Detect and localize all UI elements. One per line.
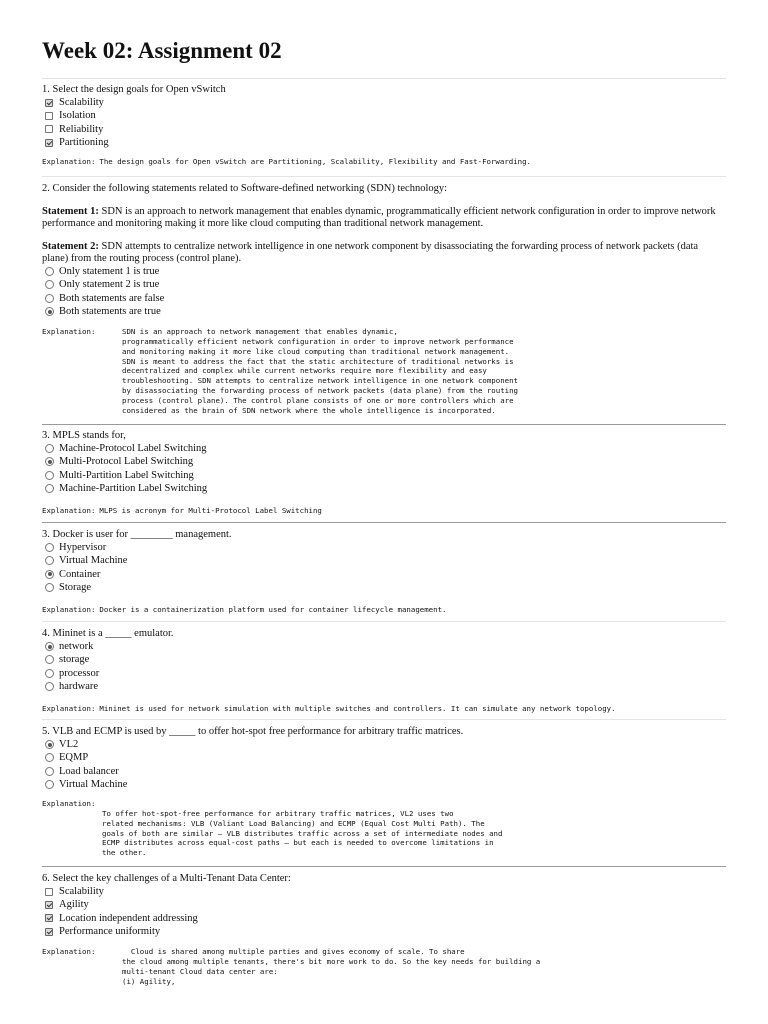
question-6: [42, 872, 726, 986]
question-4-text: 4. Mininet is a _____ emulator.: [42, 628, 174, 639]
q3b-option-1[interactable]: Hypervisor: [42, 541, 726, 554]
explanation-text: SDN is an approach to network management that enables dynamic, programmatically efficient network configuration in order to improve network performance and monitoring making it more like cloud computing than traditional network management. SDN is meant to address the fact that the static architecture of traditional networks is decentralized and complex while current networks require more flexibility and easy troubleshooting. SDN attempts to centralize network intelligence in one network component by disassociating the forwarding process of network packets (data plane) from the routing process (control plane). The control plane consists of one or more controllers which are considered as the brain of SDN network where the whole intelligence is incorporated.: [122, 327, 519, 415]
question-1-text: 1. Select the design goals for Open vSwitch: [42, 84, 226, 95]
q5-option-3[interactable]: Load balancer: [42, 765, 726, 778]
divider: [42, 719, 726, 720]
q6-option-performance-uniformity[interactable]: Performance uniformity: [42, 925, 726, 938]
q2-option-3[interactable]: Both statements are false: [42, 292, 726, 305]
question-6-explanation: [42, 947, 726, 986]
statement-1: Statement 1: SDN is an approach to network management that enables dynamic, programmatically efficient network configuration in order to improve network performance and monitoring making it more like cloud computing than traditional network management.: [42, 206, 716, 229]
explanation-label: Explanation:: [42, 799, 96, 809]
question-4: [42, 627, 726, 714]
question-1-explanation: [42, 157, 726, 167]
statement-2: Statement 2: SDN attempts to centralize network intelligence in one network component by disassociating the forwarding process of network packets (data plane) from the routing process (control plane).: [42, 241, 699, 264]
q3b-option-4[interactable]: Storage: [42, 581, 726, 594]
radio-icon[interactable]: [45, 484, 54, 493]
checkbox-icon[interactable]: [45, 125, 53, 133]
q4-option-2[interactable]: storage: [42, 653, 726, 666]
question-5-text: 5. VLB and ECMP is used by _____ to offer hot-spot free performance for arbitrary traffic matrices.: [42, 726, 464, 737]
q1-option-reliability[interactable]: Reliability: [42, 123, 726, 136]
question-2-text: 2. Consider the following statements related to Software-defined networking (SDN) technology:: [42, 183, 448, 194]
q4-option-3[interactable]: processor: [42, 667, 726, 680]
radio-icon[interactable]: [45, 753, 54, 762]
question-3-explanation: [42, 506, 726, 516]
question-5: [42, 725, 726, 858]
explanation-text: The design goals for Open vSwitch are Partitioning, Scalability, Flexibility and Fast-Forwarding.: [99, 157, 532, 167]
q3-option-2[interactable]: Multi-Protocol Label Switching: [42, 455, 726, 468]
q2-option-1[interactable]: Only statement 1 is true: [42, 265, 726, 278]
divider: [42, 866, 726, 867]
question-3-docker: [42, 528, 726, 615]
radio-icon[interactable]: [45, 767, 54, 776]
radio-icon[interactable]: [45, 655, 54, 664]
question-3-mpls: [42, 429, 726, 516]
explanation-text: To offer hot-spot-free performance for arbitrary traffic matrices, VL2 uses two related mechanisms: VLB (Valiant Load Balancing) and ECMP (Equal Cost Multi Path). The goals of both are similar — VLB distributes traffic across a set of intermediate nodes and ECMP distributes across equal-cost paths — but each is needed to overcome limitations in the other.: [102, 808, 503, 858]
q5-option-4[interactable]: Virtual Machine: [42, 778, 726, 791]
q6-option-agility[interactable]: Agility: [42, 898, 726, 911]
radio-icon[interactable]: [45, 780, 54, 789]
q3-option-1[interactable]: Machine-Protocol Label Switching: [42, 442, 726, 455]
q6-option-scalability[interactable]: Scalability: [42, 885, 726, 898]
question-1: [42, 83, 726, 167]
explanation-label: Explanation:: [42, 704, 96, 714]
checkbox-checked-icon[interactable]: [45, 99, 53, 107]
radio-icon[interactable]: [45, 444, 54, 453]
checkbox-checked-icon[interactable]: [45, 914, 53, 922]
q4-option-4[interactable]: hardware: [42, 680, 726, 693]
radio-icon[interactable]: [45, 556, 54, 565]
question-2-explanation: [42, 327, 726, 415]
divider: [42, 522, 726, 523]
question-4-explanation: [42, 704, 726, 714]
explanation-label: Explanation:: [42, 327, 96, 337]
explanation-label: Explanation:: [42, 947, 96, 957]
radio-icon[interactable]: [45, 280, 54, 289]
question-6-text: 6. Select the key challenges of a Multi-Tenant Data Center:: [42, 873, 291, 884]
divider: [42, 424, 726, 425]
checkbox-checked-icon[interactable]: [45, 901, 53, 909]
page-title: Week 02: Assignment 02: [42, 38, 282, 63]
q3b-option-2[interactable]: Virtual Machine: [42, 554, 726, 567]
q6-option-location-independent-addressing[interactable]: Location independent addressing: [42, 912, 726, 925]
radio-icon[interactable]: [45, 682, 54, 691]
explanation-text: MLPS is acronym for Multi-Protocol Label Switching: [99, 506, 322, 516]
q5-option-2[interactable]: EQMP: [42, 751, 726, 764]
radio-selected-icon[interactable]: [45, 740, 54, 749]
q1-option-scalability[interactable]: Scalability: [42, 96, 726, 109]
radio-icon[interactable]: [45, 583, 54, 592]
radio-icon[interactable]: [45, 669, 54, 678]
checkbox-checked-icon[interactable]: [45, 139, 53, 147]
explanation-label: Explanation:: [42, 157, 96, 167]
q5-option-1[interactable]: VL2: [42, 738, 726, 751]
divider: [42, 78, 726, 79]
q2-option-4[interactable]: Both statements are true: [42, 305, 726, 318]
question-3b-text: 3. Docker is user for ________ management.: [42, 529, 232, 540]
q3-option-4[interactable]: Machine-Partition Label Switching: [42, 482, 726, 495]
radio-icon[interactable]: [45, 294, 54, 303]
q4-option-1[interactable]: network: [42, 640, 726, 653]
radio-icon[interactable]: [45, 267, 54, 276]
explanation-label: Explanation:: [42, 506, 96, 516]
explanation-text: Cloud is shared among multiple parties and gives economy of scale. To share the cloud among multiple tenants, there's bit more work to do. So the key needs for building a multi-tenant Cloud data center are: (i) Agility,: [122, 947, 541, 986]
radio-selected-icon[interactable]: [45, 570, 54, 579]
radio-selected-icon[interactable]: [45, 457, 54, 466]
question-3b-explanation: [42, 605, 726, 615]
checkbox-icon[interactable]: [45, 888, 53, 896]
question-5-explanation: [42, 799, 726, 858]
explanation-text: Mininet is used for network simulation with multiple switches and controllers. It can simulate any network topology.: [99, 704, 616, 714]
q1-option-partitioning[interactable]: Partitioning: [42, 136, 726, 149]
q3-option-3[interactable]: Multi-Partition Label Switching: [42, 469, 726, 482]
explanation-label: Explanation:: [42, 605, 96, 615]
checkbox-checked-icon[interactable]: [45, 928, 53, 936]
q2-option-2[interactable]: Only statement 2 is true: [42, 278, 726, 291]
q1-option-isolation[interactable]: Isolation: [42, 109, 726, 122]
radio-icon[interactable]: [45, 543, 54, 552]
radio-icon[interactable]: [45, 471, 54, 480]
question-3-text: 3. MPLS stands for,: [42, 430, 126, 441]
question-2: [42, 182, 726, 415]
explanation-text: Docker is a containerization platform used for container lifecycle management.: [99, 605, 447, 615]
divider: [42, 176, 726, 177]
radio-selected-icon[interactable]: [45, 307, 54, 316]
q3b-option-3[interactable]: Container: [42, 568, 726, 581]
checkbox-icon[interactable]: [45, 112, 53, 120]
radio-selected-icon[interactable]: [45, 642, 54, 651]
divider: [42, 621, 726, 622]
